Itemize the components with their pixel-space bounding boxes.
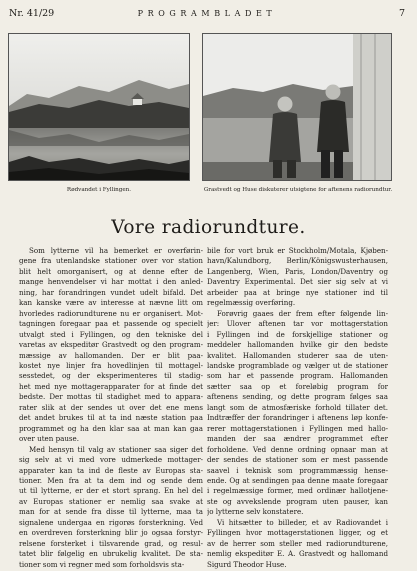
page-header xyxy=(9,8,405,22)
text-line: signalene undergaa en rigorøs forsterkning. Ved xyxy=(19,517,203,527)
page-number: 7 xyxy=(398,8,405,19)
text-line: apparater kan ta ind de fleste av Europas sta- xyxy=(19,465,203,475)
text-line: gene fra utenlandske stationer over vor station xyxy=(19,256,203,266)
text-line: forholdene. Ved denne ordning opnaar man at xyxy=(207,444,388,454)
text-line: rater slik at der sendes ut over det ene mens xyxy=(19,402,203,412)
text-line: over uten pause. xyxy=(19,434,79,444)
text-line: sig selv at vi med vore udmerkede mottager- xyxy=(19,455,203,465)
text-line: ut til lytterne, er der et stort sprang. En hel del xyxy=(19,486,203,496)
text-line: ende. Og at sendingen paa denne maate foregaar xyxy=(207,475,388,485)
publication-title: PROGRAMBLADET xyxy=(137,9,277,18)
text-line: i Fyllingen ind de forskjellige stationer og xyxy=(207,329,388,339)
text-line: regelmæssig overføring. xyxy=(207,298,296,308)
text-line: tatet blir følgelig en ubrukelig kvalitet. De sta- xyxy=(19,549,203,559)
text-line: sætter saa op et foreløbig program for xyxy=(207,381,388,391)
text-line: kvalitet. Hallomanden studerer saa de uten- xyxy=(207,350,388,360)
text-line: hvorledes radiorundturene nu er organisert. Mot- xyxy=(19,308,203,318)
text-line: varetas av ekspeditør Grastvedt og den program- xyxy=(19,340,203,350)
text-line: Med hensyn til valg av stationer saa siger det xyxy=(29,444,203,454)
text-line: landske programblade og vælger ut de stationer xyxy=(207,360,388,370)
text-line: ste og avvekslende program uten pauser, kan xyxy=(207,496,388,506)
men-photo-image xyxy=(203,34,391,180)
text-line: en overdreven forsterkning blir jo ogsaa forstyr- xyxy=(19,528,203,538)
text-line: manden der saa ændrer programmet efter xyxy=(207,434,388,444)
text-line: Langenberg, Wien, Paris, London/Daventry og xyxy=(207,266,388,276)
text-line: Sigurd Theodor Huse. xyxy=(207,559,287,569)
text-line: Forøvrig gaaes der frem efter følgende lin- xyxy=(217,308,388,318)
text-line: rerer mottagerstationen i Fyllingen med hallo- xyxy=(207,423,388,433)
text-line: utvalgt sted i Fyllingen, og den tekniske del xyxy=(19,329,203,339)
text-line: aftenens sending, og dette program følges saa xyxy=(207,392,388,402)
lake-photo-image xyxy=(9,34,189,180)
text-line: relsene forsterket i tilsvarende grad, og resul- xyxy=(19,538,203,548)
text-line: Daventry Experimental. Det sier sig selv at vi xyxy=(207,277,388,287)
lake-photo-caption: Rødvandet i Fyllingen. xyxy=(66,187,132,193)
text-line: sesstedet, og der eksperimenteres til stadig- xyxy=(19,371,203,381)
text-line: av Europas stationer er nemlig saa svake at xyxy=(19,496,203,506)
text-line: arbeider paa at bringe nye stationer ind til xyxy=(207,287,388,297)
text-line: kan kanske være av interesse at nævne litt om xyxy=(19,298,203,308)
text-line: det andet brukes til at ta ind næste station paa xyxy=(19,413,203,423)
text-line: ning, har forandringen vundet udelt bifald. Det xyxy=(19,287,203,297)
text-line: havn/Kalundborg, Berlin/Königswusterhausen, xyxy=(207,256,388,266)
text-line: programmet og ha den klar saa at man kan gaa xyxy=(19,423,203,433)
text-line: i regelmæssige former, med ordinær hallotjene- xyxy=(207,486,388,496)
text-line: tioner som vi regner med som forholdsvis sta- xyxy=(19,559,185,569)
text-line: Vi hitsætter to billeder, et av Radiovandet i xyxy=(217,517,388,527)
text-line: jer: Ulover aftenen tar vor mottagerstation xyxy=(207,319,388,329)
text-line: Indtræffer der forandringer i aftenens løp konfe- xyxy=(207,413,388,423)
article-left-column xyxy=(19,246,203,570)
article-right-column xyxy=(207,246,388,570)
text-line: man for at sende fra disse til lytterne, maa ta xyxy=(19,507,203,517)
text-line: blit helt omorganisert, og at denne efter de xyxy=(19,266,203,276)
lake-photo xyxy=(8,33,190,181)
issue-number: Nr. 41/29 xyxy=(9,8,55,19)
text-line: het med nye mottagerapparater for at finde det xyxy=(19,381,203,391)
text-line: nemlig ekspeditør E. A. Grastvedt og hallomand xyxy=(207,549,388,559)
text-line: kostet nye linjer fra hovedlinjen til mottagel- xyxy=(19,360,203,370)
text-line: bile for vort bruk er Stockholm/Motala, Kjøben- xyxy=(207,246,388,255)
text-line: mæssige av hallomanden. Der er blit paa- xyxy=(19,350,203,360)
text-line: saavel i teknisk som programmæssig hense- xyxy=(207,465,388,475)
text-line: mange henvendelser vi har mottat i den anled- xyxy=(19,277,203,287)
text-line: Som lytterne vil ha bemerket er overførin- xyxy=(29,246,203,255)
text-line: tagningen foregaar paa et passende og specielt xyxy=(19,319,203,329)
text-line: av de herrer som steller med radiorundturene, xyxy=(207,538,388,548)
men-photo xyxy=(202,33,392,181)
article-title: Vore radiorundture. xyxy=(111,217,306,238)
text-line: bedste. Der mottas til stadighet med to appara- xyxy=(19,392,203,402)
men-photo-caption: Grastvedt og Huse diskuterer utsigtene for aftenens radiorundtur. xyxy=(203,187,393,193)
text-line: der sendes de stationer som er mest passende xyxy=(207,455,388,465)
text-line: jo lytterne selv konstatere. xyxy=(207,507,304,517)
text-line: tioner. Men fra at ta dem ind og sende dem xyxy=(19,475,203,485)
text-line: langt som de atmosfæriske forhold tillater det. xyxy=(207,402,388,412)
text-line: meddeler hallomanden hvilke gir den bedste xyxy=(207,340,388,350)
text-line: som har et passende program. Hallomanden xyxy=(207,371,388,381)
text-line: Fyllingen hvor mottagerstationen ligger, og et xyxy=(207,528,388,538)
